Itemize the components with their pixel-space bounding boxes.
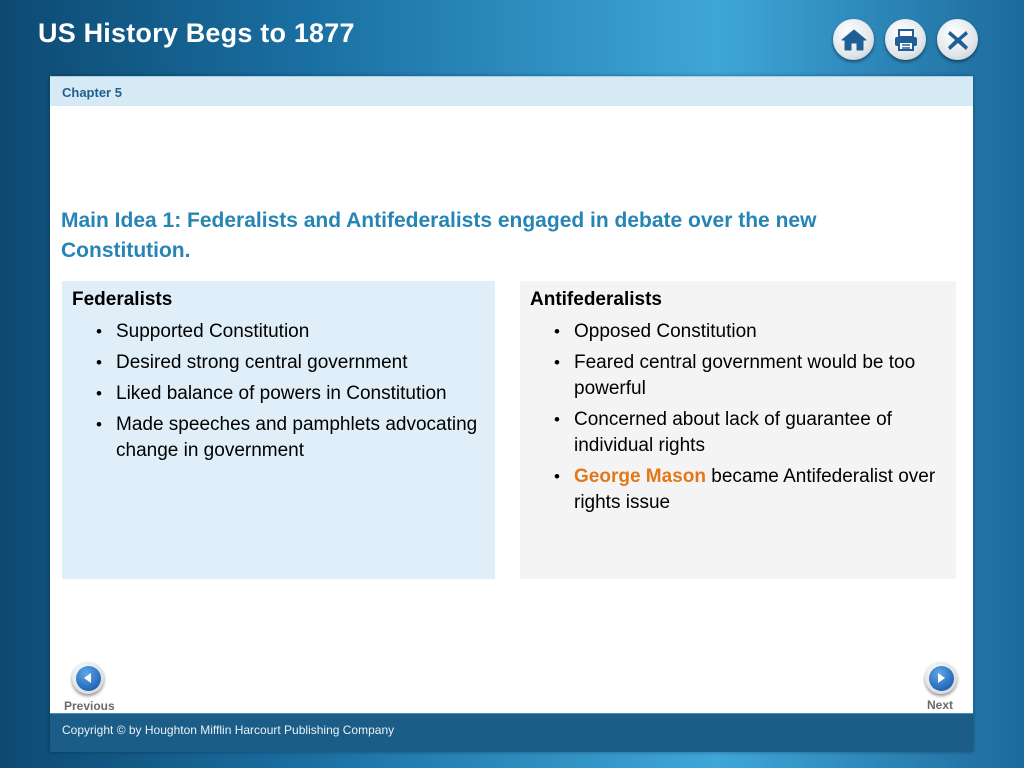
george-mason-highlight: George Mason xyxy=(574,466,706,487)
chapter-label: Chapter 5 xyxy=(62,85,122,100)
bullet-icon: • xyxy=(554,410,560,429)
antifederalists-list xyxy=(554,319,946,521)
previous-button-face xyxy=(76,666,101,691)
close-button[interactable] xyxy=(937,19,978,60)
app-title: US History Begs to 1877 xyxy=(38,18,355,48)
bullet-icon: • xyxy=(554,322,560,341)
federalists-list xyxy=(96,319,485,469)
bullet-icon: • xyxy=(96,322,102,341)
home-button[interactable] xyxy=(833,19,874,60)
bullet-icon: • xyxy=(554,353,560,372)
list-item xyxy=(554,319,946,345)
arrow-left-icon xyxy=(82,672,94,684)
list-item-text: Liked balance of powers in Constitution xyxy=(116,383,447,404)
list-item-text: became Antifederalist over rights issue xyxy=(574,466,936,513)
list-item xyxy=(96,350,485,376)
top-toolbar xyxy=(833,19,978,60)
bullet-icon: • xyxy=(96,384,102,403)
chapter-bar xyxy=(50,76,973,106)
list-item xyxy=(554,464,946,516)
list-item xyxy=(96,381,485,407)
list-item-text: Supported Constitution xyxy=(116,321,310,342)
bullet-icon: • xyxy=(96,415,102,434)
federalists-heading: Federalists xyxy=(72,289,173,310)
list-item xyxy=(96,412,485,464)
bullet-icon: • xyxy=(554,467,560,486)
home-icon xyxy=(841,28,867,52)
list-item-text: Concerned about lack of guarantee of individual rights xyxy=(574,409,892,456)
main-idea-heading: Main Idea 1: Federalists and Antifederalists engaged in debate over the new Constitution. xyxy=(61,209,817,262)
list-item-text: Feared central government would be too powerful xyxy=(574,352,916,399)
previous-label[interactable]: Previous xyxy=(64,699,115,713)
antifederalists-box xyxy=(520,281,956,579)
next-label[interactable]: Next xyxy=(927,698,954,712)
list-item xyxy=(96,319,485,345)
list-item-text: Desired strong central government xyxy=(116,352,408,373)
antifederalists-heading: Antifederalists xyxy=(530,289,662,310)
footer-bar xyxy=(50,713,973,752)
copyright-text: Copyright © by Houghton Mifflin Harcourt Publishing Company xyxy=(62,723,395,737)
federalists-box xyxy=(62,281,495,579)
print-button[interactable] xyxy=(885,19,926,60)
close-icon xyxy=(946,28,970,52)
list-item xyxy=(554,350,946,402)
bullet-icon: • xyxy=(96,353,102,372)
content-panel xyxy=(50,76,973,752)
arrow-right-icon xyxy=(935,672,947,684)
previous-button[interactable] xyxy=(72,662,104,694)
next-button[interactable] xyxy=(925,662,957,694)
next-button-face xyxy=(929,666,954,691)
list-item-text: Opposed Constitution xyxy=(574,321,757,342)
list-item-text: Made speeches and pamphlets advocating change in government xyxy=(116,414,478,461)
list-item xyxy=(554,407,946,459)
printer-icon xyxy=(893,28,919,52)
